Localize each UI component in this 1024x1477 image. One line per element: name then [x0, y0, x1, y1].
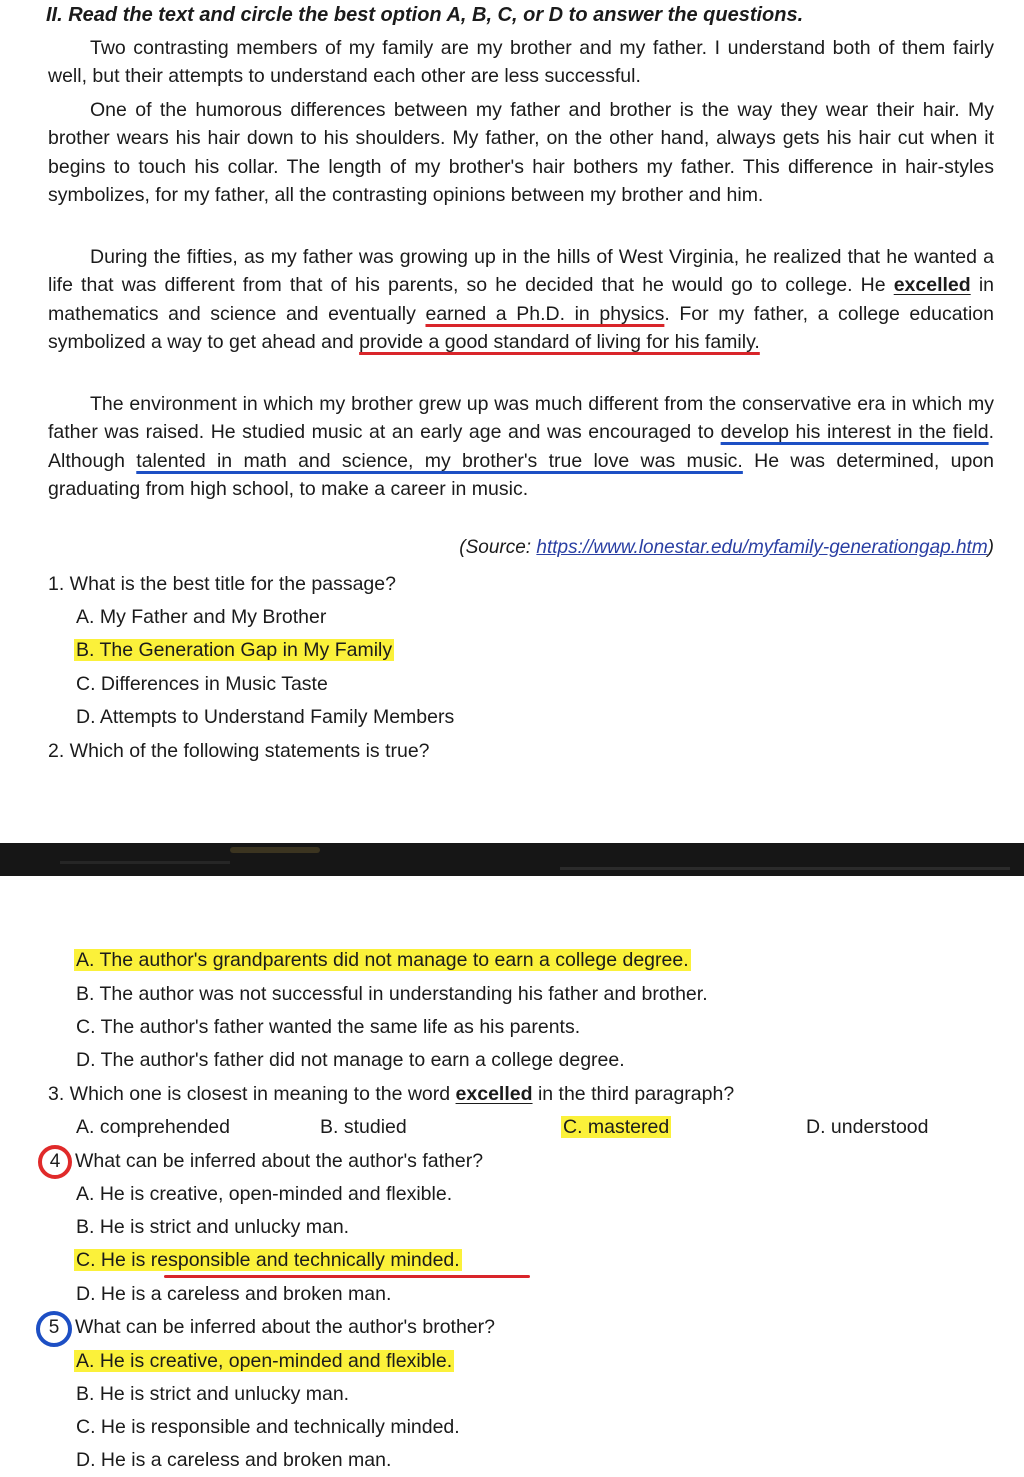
q5-option-d[interactable]: D. He is a careless and broken man.	[76, 1449, 392, 1471]
q1-option-c[interactable]: C. Differences in Music Taste	[76, 673, 328, 695]
q2-option-d[interactable]: D. The author's father did not manage to earn a college degree.	[76, 1049, 625, 1071]
red-circle-mark: 4	[38, 1145, 72, 1179]
red-underline-q4c	[164, 1275, 530, 1278]
q4-option-a[interactable]: A. He is creative, open-minded and flexible.	[76, 1183, 453, 1205]
q4-option-d[interactable]: D. He is a careless and broken man.	[76, 1283, 392, 1305]
passage-paragraph-2: One of the humorous differences between my father and brother is the way they wear their hair. My brother wears his hair down to his shoulders. My father, on the other hand, always gets his hair cut when it begins to touch his collar. The length of my brother's hair bothers my father. This difference in hair-styles symbolizes, for my father, all the contrasting opinions between my brother and him.	[48, 99, 994, 207]
q2-option-b[interactable]: B. The author was not successful in understanding his father and brother.	[76, 983, 708, 1005]
question-4: What can be inferred about the author's father?	[75, 1150, 484, 1172]
q3-option-c-highlighted[interactable]: C. mastered	[563, 1116, 670, 1138]
q1-option-b-highlighted[interactable]: B. The Generation Gap in My Family	[76, 639, 393, 661]
passage-paragraph-3: During the fifties, as my father was growing up in the hills of West Virginia, he realized that he wanted a life that was different from that of his parents, so he decided that he would go to college. He excelled in mathematics and science and eventually earned a Ph.D. in physics. For my father, a college education symbolized a way to get ahead and provide a good standard of living for his family.	[48, 246, 994, 354]
photo-page-fold-band	[0, 843, 1024, 876]
passage-paragraph-1: Two contrasting members of my family are my brother and my father. I understand both of them fairly well, but their attempts to understand each other are less successful.	[48, 37, 994, 88]
q3-option-d[interactable]: D. understood	[806, 1116, 929, 1138]
q3-option-a[interactable]: A. comprehended	[76, 1116, 230, 1138]
blue-underline-develop-interest: develop his interest in the field	[720, 421, 989, 444]
q1-option-d[interactable]: D. Attempts to Understand Family Members	[76, 706, 455, 728]
q3-option-b[interactable]: B. studied	[320, 1116, 407, 1138]
source-citation: (Source: https://www.lonestar.edu/myfamily-generationgap.htm)	[459, 537, 994, 558]
question-5: What can be inferred about the author's brother?	[75, 1316, 495, 1338]
question-3: 3. Which one is closest in meaning to the word excelled in the third paragraph?	[48, 1083, 735, 1105]
q4-option-c-highlighted[interactable]: C. He is responsible and technically minded.	[76, 1249, 460, 1271]
section-heading: II. Read the text and circle the best option A, B, C, or D to answer the questions.	[46, 4, 804, 26]
passage-paragraph-4: The environment in which my brother grew up was much different from the conservative era in which my father was raised. He studied music at an early age and was encouraged to develop his interest in the field. Although talented in math and science, my brother's true love was music. He was determined, upon graduating from high school, to make a career in music.	[48, 393, 994, 501]
q2-option-c[interactable]: C. The author's father wanted the same life as his parents.	[76, 1016, 581, 1038]
question-2: 2. Which of the following statements is true?	[48, 740, 430, 762]
blue-underline-true-love-music: talented in math and science, my brother's true love was music.	[136, 449, 743, 472]
red-underline-standard-of-living: provide a good standard of living for his family.	[359, 331, 760, 354]
q2-option-a-highlighted[interactable]: A. The author's grandparents did not manage to earn a college degree.	[76, 949, 689, 971]
q5-option-a-highlighted[interactable]: A. He is creative, open-minded and flexible.	[76, 1350, 453, 1372]
blue-circle-mark: 5	[36, 1311, 72, 1347]
q1-option-a[interactable]: A. My Father and My Brother	[76, 606, 327, 628]
word-excelled-ref: excelled	[455, 1083, 533, 1105]
source-link[interactable]: https://www.lonestar.edu/myfamily-generationgap.htm	[536, 537, 988, 558]
red-underline-phd: earned a Ph.D. in physics	[425, 302, 665, 325]
question-1: 1. What is the best title for the passage?	[48, 573, 396, 595]
q5-option-c[interactable]: C. He is responsible and technically minded.	[76, 1416, 460, 1438]
q5-option-b[interactable]: B. He is strict and unlucky man.	[76, 1383, 350, 1405]
q4-option-b[interactable]: B. He is strict and unlucky man.	[76, 1216, 350, 1238]
word-excelled: excelled	[893, 274, 971, 297]
